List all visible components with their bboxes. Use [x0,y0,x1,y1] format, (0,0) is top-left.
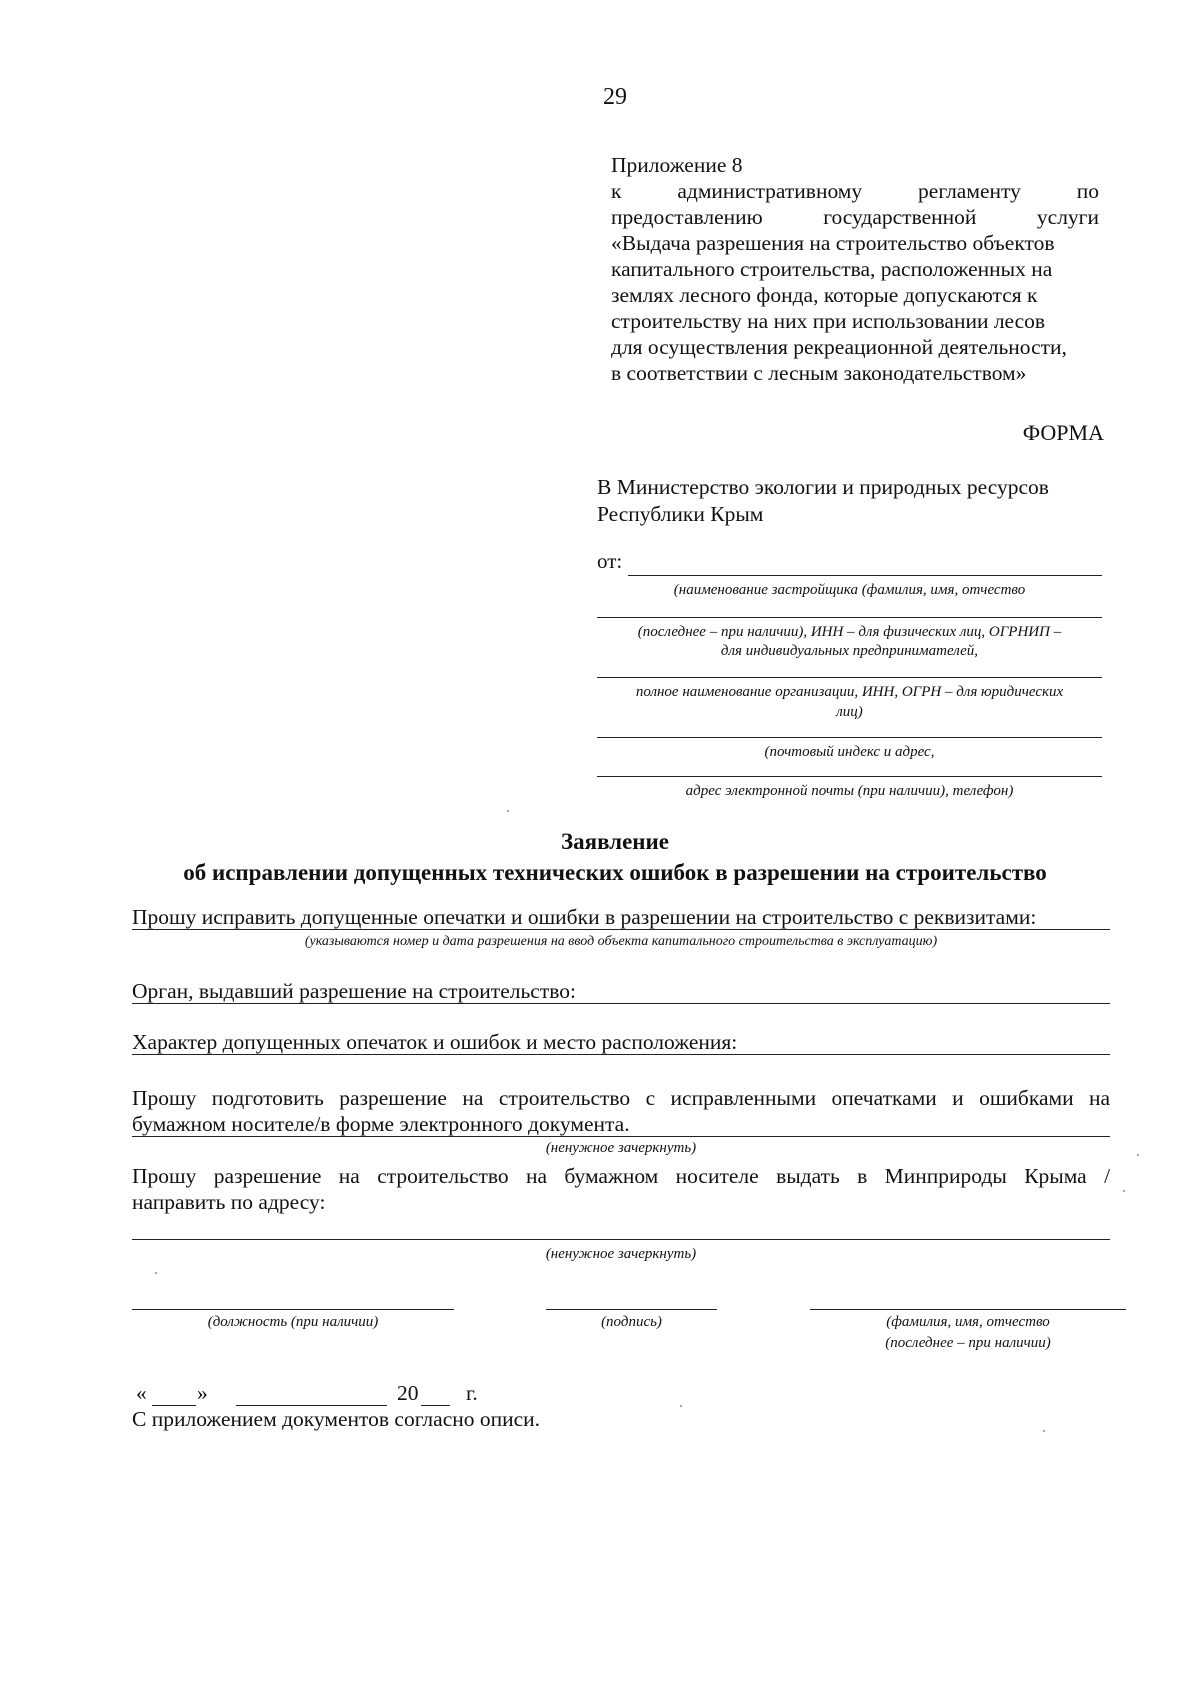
issue-request-line-2: направить по адресу: [132,1190,326,1214]
appendix-line-3: «Выдача разрешения на строительство объектов [611,231,1055,255]
scan-speck [1137,1154,1139,1156]
applicant-hint-3: для индивидуальных предпринимателей, [720,643,979,659]
applicant-line-2[interactable] [597,617,1102,618]
position-line[interactable] [132,1309,454,1310]
signature-hint: (подпись) [601,1314,662,1330]
applicant-name-line[interactable] [628,575,1102,576]
request-correction-hint: (указываются номер и дата разрешения на ввод объекта капитального строительства в эксплуатацию) [304,934,938,949]
errors-nature-label: Характер допущенных опечаток и ошибок и место расположения: [132,1030,738,1054]
date-year-suffix: г. [466,1381,478,1405]
prepare-request-line-2: бумажном носителе/в форме электронного документа. [132,1112,630,1136]
issuing-body-line[interactable] [132,1003,1110,1004]
applicant-line-4[interactable] [597,737,1102,738]
appendix-line-1: к административному регламенту по [611,179,1100,203]
from-label: от: [597,549,623,573]
addressee-line-1: В Министерство экологии и природных ресурсов [597,475,1049,499]
scan-speck [155,1272,157,1274]
applicant-line-3[interactable] [597,677,1102,678]
date-close-quote: » [197,1381,208,1405]
request-correction-text: Прошу исправить допущенные опечатки и ошибки в разрешении на строительство с реквизитами: [132,905,1037,929]
document-title: Заявление [560,829,670,854]
appendix-line-6: строительству на них при использовании лесов [611,309,1046,333]
issue-request-hint: (ненужное зачеркнуть) [545,1246,697,1262]
applicant-hint-6: (почтовый индекс и адрес, [764,744,935,760]
appendix-line-2: предоставлению государственной услуги [611,205,1100,229]
applicant-hint-1: (наименование застройщика (фамилия, имя, отчество [673,582,1026,598]
attachment-note: С приложением документов согласно описи. [132,1407,541,1431]
document-subtitle: об исправлении допущенных технических ошибок в разрешении на строительство [183,860,1047,885]
date-open-quote: « [136,1381,147,1405]
page-number: 29 [603,84,627,110]
prepare-request-hint: (ненужное зачеркнуть) [545,1140,697,1156]
applicant-hint-7: адрес электронной почты (при наличии), телефон) [685,783,1014,799]
applicant-hint-2: (последнее – при наличии), ИНН – для физических лиц, ОГРНИП – [637,624,1062,640]
addressee-line-2: Республики Крым [597,502,764,526]
name-hint-2: (последнее – при наличии) [885,1335,1051,1351]
issue-address-line[interactable] [132,1239,1110,1240]
appendix-line-5: землях лесного фонда, которые допускаются к [611,283,1038,307]
appendix-title: Приложение 8 [611,153,743,177]
applicant-hint-4: полное наименование организации, ИНН, ОГРН – для юридических [635,684,1064,700]
scan-speck [680,1405,682,1407]
name-line[interactable] [810,1309,1126,1310]
appendix-line-7: для осуществления рекреационной деятельности, [611,335,1067,359]
scan-speck [507,810,509,812]
appendix-line-8: в соответствии с лесным законодательством» [611,361,1027,385]
name-hint-1: (фамилия, имя, отчество [886,1314,1050,1330]
prepare-request-line[interactable] [132,1136,1110,1137]
appendix-header [611,152,1099,386]
addressee [597,474,1101,528]
signature-line[interactable] [546,1309,717,1310]
errors-nature-line[interactable] [132,1054,1110,1055]
issue-request-line-1: Прошу разрешение на строительство на бумажном носителе выдать в Минприроды Крыма / [132,1164,1111,1188]
form-label: ФОРМА [1022,420,1104,445]
issuing-body-label: Орган, выдавший разрешение на строительство: [132,979,576,1003]
prepare-request-line-1: Прошу подготовить разрешение на строительство с исправленными опечатками и ошибками на [132,1086,1111,1110]
scan-speck [1043,1430,1045,1432]
date-year-prefix: 20 [397,1381,419,1405]
scan-speck [1123,1190,1125,1192]
applicant-hint-5: лиц) [836,704,863,720]
appendix-line-4: капитального строительства, расположенных на [611,257,1053,281]
applicant-line-5[interactable] [597,776,1102,777]
request-correction-line[interactable] [132,929,1110,930]
position-hint: (должность (при наличии) [207,1314,379,1330]
